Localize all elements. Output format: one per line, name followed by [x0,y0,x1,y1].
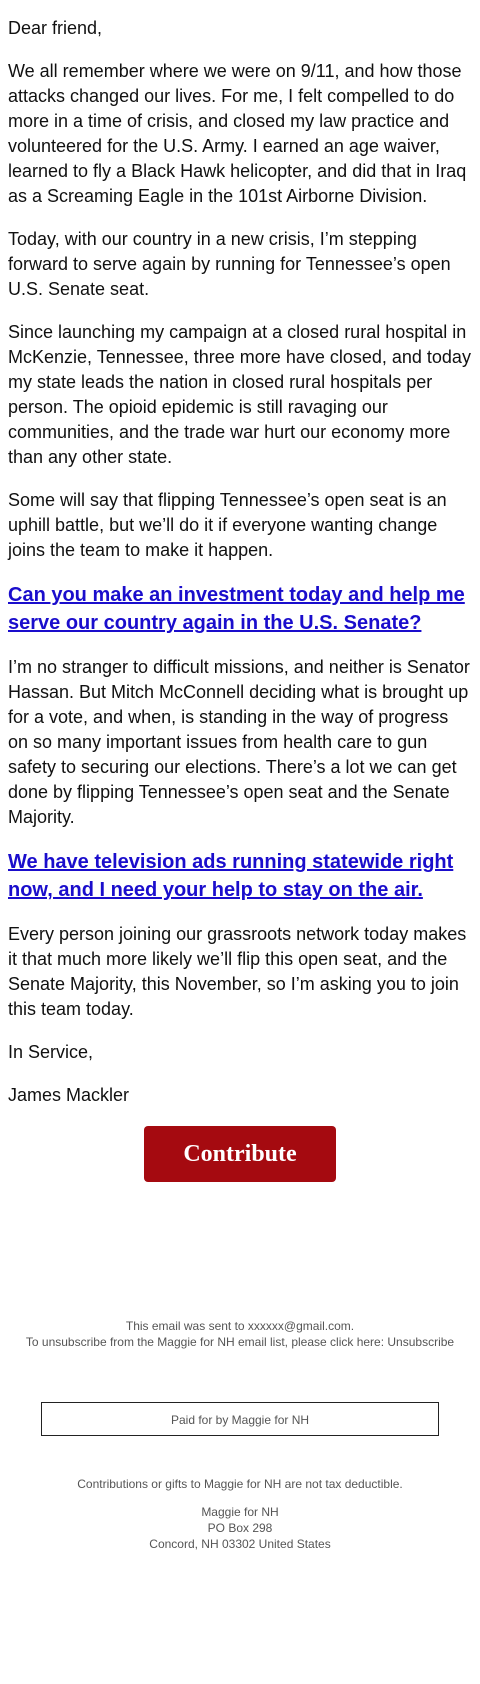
mailing-address [8,1504,472,1552]
unsubscribe-link[interactable]: Unsubscribe [387,1335,455,1349]
contribute-button[interactable]: Contribute [144,1126,336,1182]
paid-for-box: Paid for by Maggie for NH [41,1402,439,1436]
address-line-2: Concord, NH 03302 United States [149,1537,331,1551]
closing: In Service, [8,1042,94,1062]
unsubscribe-prefix: To unsubscribe from the Maggie for NH email list, please click here: [25,1335,388,1349]
greeting: Dear friend, [8,18,103,38]
signature: James Mackler [8,1085,130,1105]
tax-note: Contributions or gifts to Maggie for NH are not tax deductible. [77,1477,403,1491]
paragraph-6: Every person joining our grassroots network today makes it that much more likely we’ll flip this open seat, and the Senate Majority, this November, so I’m asking you to join this team today. [8,924,467,1019]
sent-to-text: This email was sent to xxxxxx@gmail.com. [125,1319,355,1333]
paragraph-3: Since launching my campaign at a closed rural hospital in McKenzie, Tennessee, three more have closed, and today my state leads the nation in closed rural hospitals per person. The opioid epidemic is still ravaging our communities, and the trade war hurt our economy more than any other state. [8,322,471,467]
contribute-section [8,1126,472,1182]
television-ads-link[interactable]: We have television ads running statewide right now, and I need your help to stay on the air. [8,851,454,901]
letter-body [8,16,472,1108]
paragraph-5: I’m no stranger to difficult missions, and neither is Senator Hassan. But Mitch McConnell deciding what is brought up for a vote, and when, is standing in the way of progress on so many important issues from health care to gun safety to securing our elections. There’s a lot we can get done by flipping Tennessee’s open seat and the Senate Majority. [8,657,470,827]
footer [8,1318,472,1552]
investment-link[interactable]: Can you make an investment today and help me serve our country again in the U.S. Senate? [8,584,465,634]
paragraph-2: Today, with our country in a new crisis, I’m stepping forward to serve again by running for Tennessee’s open U.S. Senate seat. [8,229,451,299]
address-name: Maggie for NH [201,1505,279,1519]
address-line-1: PO Box 298 [207,1521,273,1535]
sent-info [8,1318,472,1350]
paragraph-4: Some will say that flipping Tennessee’s open seat is an uphill battle, but we’ll do it if everyone wanting change joins the team to make it happen. [8,490,447,560]
unsubscribe-line [8,1334,472,1350]
paragraph-1: We all remember where we were on 9/11, and how those attacks changed our lives. For me, I felt compelled to do more in a time of crisis, and closed my law practice and volunteered for the U.S. Army. I earned an age waiver, learned to fly a Black Hawk helicopter, and did that in Iraq as a Screaming Eagle in the 101st Airborne Division. [8,61,467,206]
